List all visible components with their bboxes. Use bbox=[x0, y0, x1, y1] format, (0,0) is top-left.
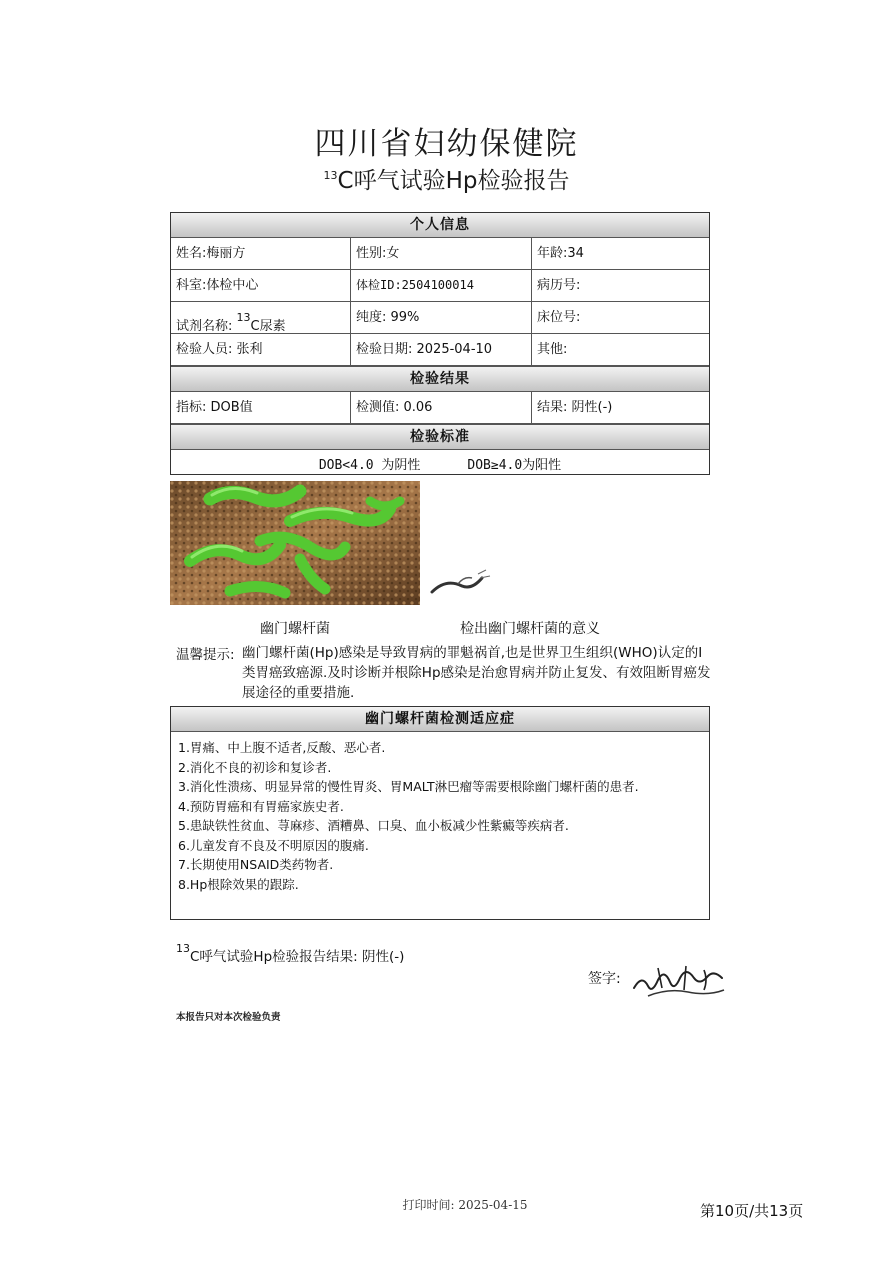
result-indicator: 指标: DOB值 bbox=[171, 392, 351, 423]
bed-number: 床位号: bbox=[537, 310, 581, 325]
other: 其他: bbox=[537, 342, 568, 357]
personal-info-header: 个人信息 bbox=[171, 213, 709, 238]
list-item: 5.患缺铁性贫血、荨麻疹、酒糟鼻、口臭、血小板减少性紫癜等疾病者. bbox=[178, 818, 569, 833]
inspector: 检验人员: 张利 bbox=[171, 334, 351, 365]
list-item: 3.消化性溃疡、明显异常的慢性胃炎、胃MALT淋巴瘤等需要根除幽门螺杆菌的患者. bbox=[178, 779, 639, 794]
list-item: 6.儿童发育不良及不明原因的腹痛. bbox=[178, 837, 369, 853]
helicobacter-photo bbox=[170, 481, 420, 605]
reagent-label: 试剂名称: bbox=[176, 319, 237, 333]
result-outcome: 结果: 阴性(-) bbox=[537, 400, 613, 415]
signature-label: 签字: bbox=[588, 971, 621, 987]
reagent-value: C尿素 bbox=[250, 319, 286, 333]
indications-table bbox=[170, 706, 710, 920]
hospital-name: 四川省妇幼保健院 bbox=[314, 126, 579, 162]
list-item: 1.胃痛、中上腹不适者,反酸、恶心者. bbox=[178, 740, 386, 755]
table-row bbox=[171, 392, 709, 424]
report-title-superscript: 13 bbox=[323, 169, 338, 182]
bacterium-sketch bbox=[428, 566, 494, 602]
table-row bbox=[171, 238, 709, 270]
tip-text: 幽门螺杆菌(Hp)感染是导致胃病的罪魁祸首,也是世界卫生组织(WHO)认定的I类胃癌致癌源.及时诊断并根除Hp感染是治愈胃病并防止复发、有效阻断胃癌发展途径的重要措施. bbox=[242, 645, 711, 701]
result-header: 检验结果 bbox=[171, 366, 709, 392]
test-date: 检验日期: 2025-04-10 bbox=[351, 334, 532, 365]
list-item: 4.预防胃癌和有胃癌家族史者. bbox=[178, 798, 344, 814]
result-value: 检测值: 0.06 bbox=[351, 392, 532, 423]
purity: 纯度: 99% bbox=[351, 302, 532, 333]
reagent-superscript: 13 bbox=[236, 311, 251, 324]
info-table bbox=[170, 212, 710, 475]
tip-label: 温馨提示: bbox=[176, 647, 235, 663]
exam-id: 体检ID:2504100014 bbox=[351, 270, 532, 301]
record-number: 病历号: bbox=[537, 278, 581, 293]
standard-header: 检验标准 bbox=[171, 424, 709, 450]
table-row bbox=[171, 302, 709, 334]
list-item: 8.Hp根除效果的跟踪. bbox=[178, 876, 299, 892]
indications-list bbox=[171, 732, 709, 894]
list-item: 7.长期使用NSAID类药物者. bbox=[178, 857, 334, 872]
report-title bbox=[0, 162, 893, 195]
table-row bbox=[171, 270, 709, 302]
list-item: 2.消化不良的初诊和复诊者. bbox=[178, 759, 332, 775]
patient-name: 姓名:梅丽方 bbox=[171, 238, 351, 269]
page-number: 第10页/共13页 bbox=[700, 1202, 804, 1220]
conclusion-text: C呼气试验Hp检验报告结果: 阴性(-) bbox=[190, 949, 405, 965]
indications-header: 幽门螺杆菌检测适应症 bbox=[171, 707, 709, 732]
report-title-text: C呼气试验Hp检验报告 bbox=[337, 168, 570, 194]
patient-gender: 性别:女 bbox=[351, 238, 532, 269]
department: 科室:体检中心 bbox=[171, 270, 351, 301]
conclusion bbox=[176, 942, 404, 965]
caption-bacterium: 幽门螺杆菌 bbox=[260, 621, 330, 637]
disclaimer: 本报告只对本次检验负责 bbox=[176, 1012, 281, 1023]
reagent-name bbox=[171, 302, 351, 333]
table-row bbox=[171, 334, 709, 366]
print-time: 打印时间: 2025-04-15 bbox=[402, 1198, 528, 1212]
conclusion-superscript: 13 bbox=[176, 942, 190, 955]
standard-text: DOB<4.0 为阴性 DOB≥4.0为阳性 bbox=[318, 458, 562, 473]
caption-significance: 检出幽门螺杆菌的意义 bbox=[460, 621, 600, 637]
signature-image bbox=[628, 958, 728, 1004]
patient-age: 年龄:34 bbox=[537, 246, 584, 261]
